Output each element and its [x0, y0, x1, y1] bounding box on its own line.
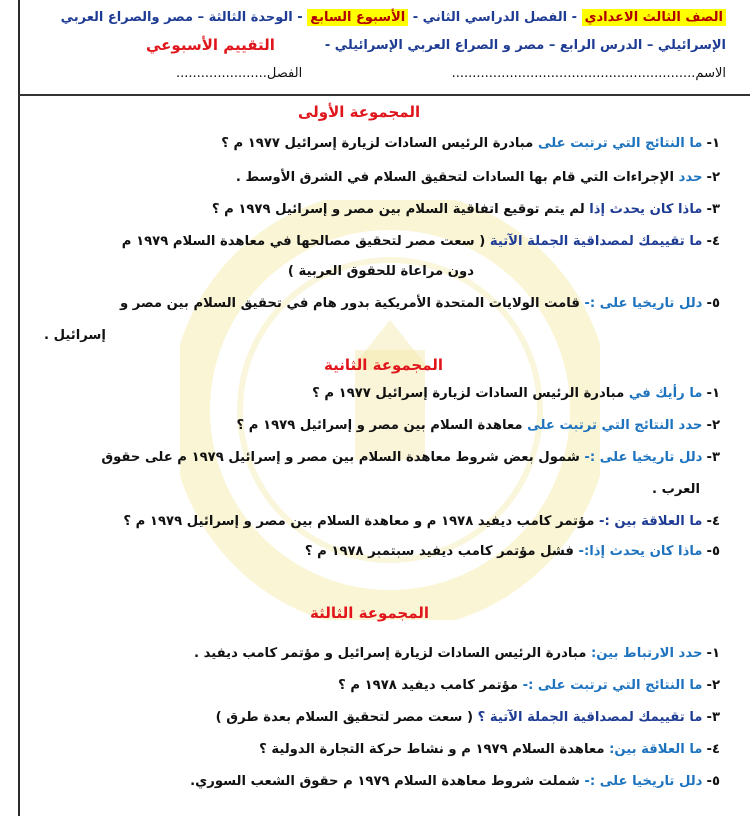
header-divider: [18, 94, 750, 96]
group-2-question-5: ٥-ماذا كان يحدث إذا:- فشل مؤتمر كامب ديفيد سبتمبر ١٩٧٨ م ؟: [304, 544, 720, 559]
group-1-question-3: ٣-ماذا كان يحدث إذا لم يتم توقيع اتفاقية السلام بين مصر و إسرائيل ١٩٧٩ م ؟: [211, 202, 720, 217]
group-3-title: المجموعة الثالثة: [310, 604, 430, 622]
term-label: - الفصل الدراسي الثاني -: [412, 10, 578, 25]
grade-highlight: الصف الثالث الاعدادي: [582, 9, 726, 26]
group-1-question-5: ٥-دلل تاريخيا على :- قامت الولايات المتحدة الأمريكية بدور هام في تحقيق السلام بين مصر و: [119, 296, 720, 311]
weekly-assessment-title: التقييم الأسبوعي: [146, 36, 275, 54]
week-highlight: الأسبوع السابع: [307, 9, 408, 26]
group-2-question-2: ٢-حدد النتائج التي ترتبت على معاهدة السلام بين مصر و إسرائيل ١٩٧٩ م ؟: [236, 418, 720, 433]
student-name-field: الاسم...........................................................: [451, 66, 726, 81]
group-2-question-3-continued: العرب .: [652, 482, 700, 497]
header-line-2: [325, 38, 726, 53]
lesson-label: الإسرائيلي – الدرس الرابع – مصر و الصراع العربي الإسرائيلي -: [324, 38, 726, 53]
group-3-question-1: ١-حدد الارتباط بين: مبادرة الرئيس السادات لزيارة إسرائيل و مؤتمر كامب ديفيد .: [194, 646, 720, 661]
group-1-question-4-continued: دون مراعاة للحقوق العربية ): [287, 264, 474, 279]
group-2-question-4: ٤-ما العلاقة بين :- مؤتمر كامب ديفيد ١٩٧٨ م و معاهدة السلام بين مصر و إسرائيل ١٩٧٩ م ؟: [123, 514, 720, 529]
group-2-question-1: ١-ما رأيك في مبادرة الرئيس السادات لزيارة إسرائيل ١٩٧٧ م ؟: [312, 386, 720, 401]
page-left-border: [18, 0, 20, 816]
class-field: الفصل......................: [176, 66, 303, 81]
header-line-1: [61, 10, 726, 25]
group-1-question-2: ٢-حدد الإجراءات التي قام بها السادات لتحقيق السلام في الشرق الأوسط .: [235, 170, 720, 185]
group-2-question-3: ٣-دلل تاريخيا على :- شمول بعض شروط معاهدة السلام بين مصر و إسرائيل ١٩٧٩ م على حقوق: [101, 450, 720, 465]
group-3-question-2: ٢-ما النتائج التي ترتبت على :- مؤتمر كامب ديفيد ١٩٧٨ م ؟: [338, 678, 720, 693]
group-3-question-5: ٥-دلل تاريخيا على :- شملت شروط معاهدة السلام ١٩٧٩ م حقوق الشعب السوري.: [190, 774, 720, 789]
group-3-question-3: ٣-ما تقييمك لمصداقية الجملة الآتية ؟ ( سعت مصر لتحقيق السلام بعدة طرق ): [215, 710, 720, 725]
worksheet-header: [16, 4, 726, 96]
unit-label: - الوحدة الثالثة – مصر والصراع العربي: [60, 10, 303, 25]
group-1-question-4: ٤-ما تقييمك لمصداقية الجملة الآتية ( سعت مصر لتحقيق مصالحها في معاهدة السلام ١٩٧٩ م: [121, 234, 720, 249]
group-1-question-5-continued: إسرائيل .: [44, 328, 106, 343]
group-1-question-1: ١-ما النتائج التي ترتبت على مبادرة الرئيس السادات لزيارة إسرائيل ١٩٧٧ م ؟: [221, 136, 720, 151]
group-2-title: المجموعة الثانية: [324, 356, 444, 374]
group-3-question-4: ٤-ما العلاقة بين: معاهدة السلام ١٩٧٩ م و نشاط حركة التجارة الدولية ؟: [259, 742, 720, 757]
group-1-title: المجموعة الأولى: [298, 103, 421, 121]
